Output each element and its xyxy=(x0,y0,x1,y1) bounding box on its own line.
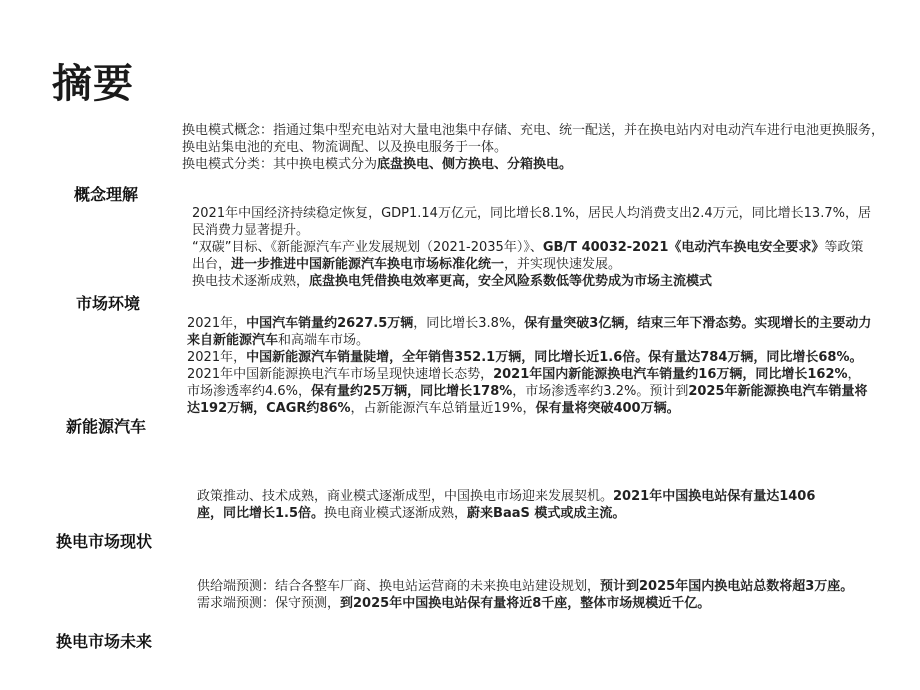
bold-text-run: 中国新能源汽车销量陡增，全年销售352.1万辆，同比增长近1.6倍。保有量达784万辆，同比增长68%。 xyxy=(246,350,863,365)
section-label-nev: 新能源汽车 xyxy=(66,417,147,436)
text-run: 换电技术逐渐成熟， xyxy=(192,274,310,289)
bold-text-run: 底盘换电、侧方换电、分箱换电。 xyxy=(377,157,573,172)
text-run: 和高端车市场。 xyxy=(278,333,370,348)
text-run: ，并实现快速发展。 xyxy=(504,257,622,272)
bold-text-run: 预计到2025年国内换电站总数将超3万座。 xyxy=(600,579,854,594)
section-paragraph xyxy=(192,239,872,273)
bold-text-run: 2025年新能源换电汽车销量将达192万辆，CAGR约86% xyxy=(187,384,868,416)
bold-text-run: 保有量突破3亿辆，结束三年下滑态势。实现增长的主要动力来自新能源汽车 xyxy=(187,316,872,348)
text-run: ，市场渗透率约3.2%。预计到 xyxy=(512,384,689,399)
section-paragraph xyxy=(197,595,867,612)
text-run: 2021年， xyxy=(187,316,247,331)
section-body-nev xyxy=(187,315,873,417)
section-paragraph xyxy=(187,315,873,349)
section-paragraph xyxy=(197,488,837,522)
text-run: 换电模式分类：其中换电模式分为 xyxy=(182,157,378,172)
section-label-concept: 概念理解 xyxy=(74,185,139,204)
section-paragraph xyxy=(187,349,873,366)
text-run: ，市场渗透率约4.6%， xyxy=(187,367,861,399)
section-label-market-environment: 市场环境 xyxy=(76,294,141,313)
section-body-market-environment xyxy=(192,205,872,290)
bold-text-run: 2021年中国换电站保有量达1406座，同比增长1.5倍。 xyxy=(197,489,816,521)
section-paragraph xyxy=(192,205,872,239)
bold-text-run: 保有量将突破400万辆。 xyxy=(535,401,680,416)
section-body-swap-market-future xyxy=(197,578,867,612)
section-paragraph xyxy=(182,156,887,173)
section-paragraph xyxy=(192,273,872,290)
bold-text-run: 底盘换电凭借换电效率更高，安全风险系数低等优势成为市场主流模式 xyxy=(309,274,713,289)
text-run: 换电模式概念：指通过集中型充电站对大量电池集中存储、充电、统一配送，并在换电站内对电动汽车进行电池更换服务，换电站集电池的充电、物流调配、以及换电服务于一体。 xyxy=(182,123,885,155)
bold-text-run: 进一步推进中国新能源汽车换电市场标准化统一 xyxy=(231,257,505,272)
bold-text-run: 2021年国内新能源换电汽车销量约16万辆，同比增长162% xyxy=(493,367,848,382)
text-run: “双碳”目标、《新能源汽车产业发展规划（2021-2035年）》、 xyxy=(192,240,543,255)
bold-text-run: 保有量约25万辆，同比增长178% xyxy=(311,384,513,399)
text-run: 2021年中国新能源换电汽车市场呈现快速增长态势， xyxy=(187,367,494,382)
page-title: 摘要 xyxy=(52,61,134,107)
text-run: 等政策出台， xyxy=(192,240,864,272)
section-body-concept xyxy=(182,122,887,173)
section-label-swap-market-future: 换电市场未来 xyxy=(56,632,153,651)
text-run: 政策推动、技术成熟，商业模式逐渐成型，中国换电市场迎来发展契机。 xyxy=(197,489,614,504)
text-run: ，同比增长3.8%， xyxy=(413,316,525,331)
section-body-swap-market-status xyxy=(197,488,837,522)
section-paragraph xyxy=(187,366,873,417)
text-run: 2021年， xyxy=(187,350,247,365)
text-run: ，占新能源汽车总销量近19%， xyxy=(350,401,536,416)
text-run: 供给端预测：结合各整车厂商、换电站运营商的未来换电站建设规划， xyxy=(197,579,601,594)
text-run: 换电商业模式逐渐成熟， xyxy=(324,506,468,521)
text-run: 2021年中国经济持续稳定恢复，GDP1.14万亿元，同比增长8.1%，居民人均消费支出2.4万元，同比增长13.7%，居民消费力显著提升。 xyxy=(192,206,871,238)
text-run: 需求端预测：保守预测， xyxy=(197,596,341,611)
bold-text-run: 中国汽车销量约2627.5万辆 xyxy=(246,316,414,331)
bold-text-run: 到2025年中国换电站保有量将近8千座，整体市场规模近千亿。 xyxy=(340,596,711,611)
bold-text-run: 蔚来BaaS 模式或成主流。 xyxy=(467,506,626,521)
bold-text-run: GB/T 40032-2021《电动汽车换电安全要求》 xyxy=(542,240,825,255)
section-paragraph xyxy=(182,122,887,156)
section-label-swap-market-status: 换电市场现状 xyxy=(56,532,153,551)
section-paragraph xyxy=(197,578,867,595)
